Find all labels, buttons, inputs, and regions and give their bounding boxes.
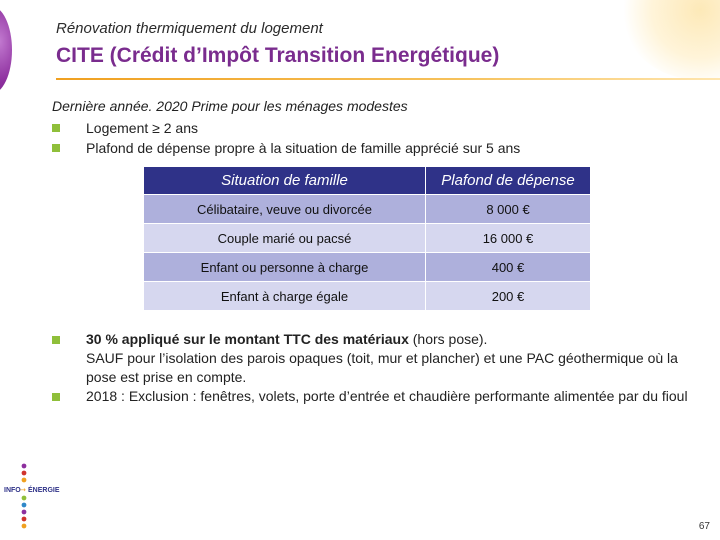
square-bullet-icon bbox=[52, 124, 60, 132]
top-bullet-list bbox=[52, 118, 520, 158]
table-row bbox=[144, 253, 591, 282]
page-number: 67 bbox=[698, 521, 710, 532]
decorative-corner-glow bbox=[620, 0, 720, 80]
table-cell: 16 000 € bbox=[426, 224, 591, 253]
table-header-row bbox=[144, 167, 591, 195]
table-cell: 200 € bbox=[426, 282, 591, 311]
bottom-bullet-list bbox=[52, 330, 692, 406]
slide-supertitle: Rénovation thermiquement du logement bbox=[56, 20, 323, 37]
logo-arrow-icon: → bbox=[20, 486, 26, 494]
list-item bbox=[52, 387, 692, 406]
table-cell: 400 € bbox=[426, 253, 591, 282]
logo-text-info: INFO bbox=[4, 487, 21, 494]
logo-text-energie: ÉNERGIE bbox=[28, 487, 60, 494]
bullet-text: 2018 : Exclusion : fenêtres, volets, porte d’entrée et chaudière performante alimentée par du fioul bbox=[86, 388, 688, 404]
title-divider bbox=[56, 78, 720, 80]
list-item bbox=[52, 118, 520, 138]
table-row bbox=[144, 195, 591, 224]
column-header-plafond: Plafond de dépense bbox=[426, 167, 591, 195]
intro-text: Dernière année. 2020 Prime pour les ménages modestes bbox=[52, 98, 408, 114]
square-bullet-icon bbox=[52, 393, 60, 401]
table-cell: Couple marié ou pacsé bbox=[144, 224, 426, 253]
slide-title: CITE (Crédit d’Impôt Transition Energétique) bbox=[56, 44, 500, 67]
bullet-text: Logement ≥ 2 ans bbox=[86, 120, 198, 136]
square-bullet-icon bbox=[52, 144, 60, 152]
bullet-continuation-text: SAUF pour l’isolation des parois opaques (toit, mur et plancher) et une PAC géothermique où la pose est prise en compte. bbox=[86, 350, 678, 385]
square-bullet-icon bbox=[52, 336, 60, 344]
table-row bbox=[144, 224, 591, 253]
list-item bbox=[52, 138, 520, 158]
bullet-text bbox=[86, 330, 692, 387]
list-item bbox=[52, 330, 692, 387]
bullet-text: Plafond de dépense propre à la situation de famille apprécié sur 5 ans bbox=[86, 140, 521, 156]
table-cell: Célibataire, veuve ou divorcée bbox=[144, 195, 426, 224]
bullet-rest-text: (hors pose). bbox=[408, 331, 488, 347]
plafond-table bbox=[143, 166, 591, 311]
column-header-situation: Situation de famille bbox=[144, 167, 426, 195]
table-row bbox=[144, 282, 591, 311]
table-cell: Enfant à charge égale bbox=[144, 282, 426, 311]
table-cell: 8 000 € bbox=[426, 195, 591, 224]
table-cell: Enfant ou personne à charge bbox=[144, 253, 426, 282]
info-energie-logo bbox=[4, 462, 68, 534]
bullet-bold-text: 30 % appliqué sur le montant TTC des matériaux bbox=[86, 331, 409, 347]
decorative-left-accent bbox=[0, 6, 12, 94]
